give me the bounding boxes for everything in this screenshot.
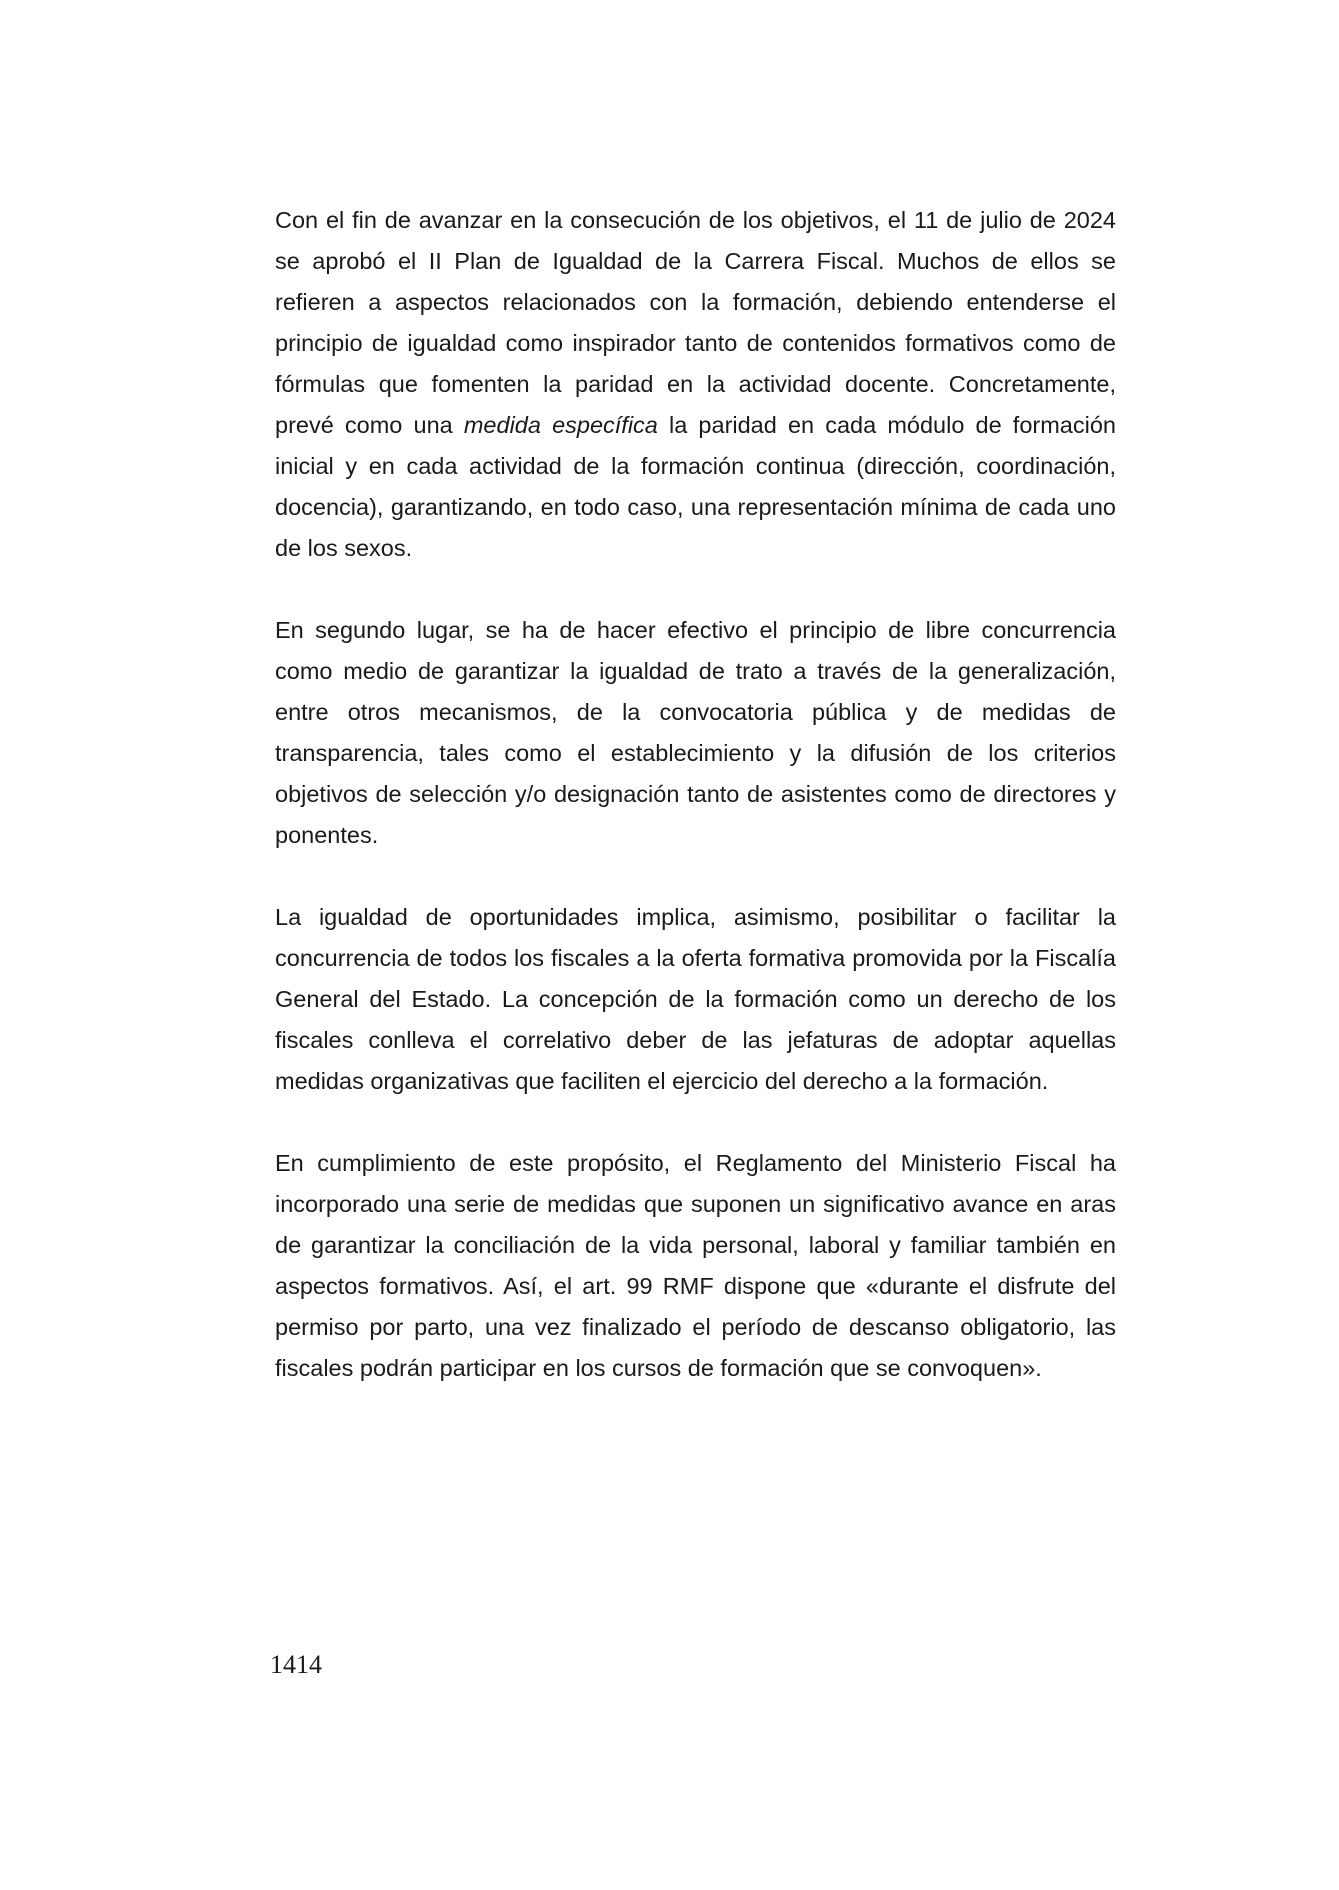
paragraph-1-text-before: Con el fin de avanzar en la consecución de los objetivos, el 11 de julio de 2024 se aprobó el II Plan de Igualdad de la Carrera Fiscal. Muchos de ellos se refieren a aspectos relacionados con la formación, debiendo entenderse el principio de igualdad como inspirador tanto de contenidos formativos como de fórmulas que fomenten la paridad en la actividad docente. Concretamente, prevé como una <box>275 207 1116 438</box>
paragraph-2: En segundo lugar, se ha de hacer efectivo el principio de libre concurrencia como medio de garantizar la igualdad de trato a través de la generalización, entre otros mecanismos, de la convocatoria pública y de medidas de transparencia, tales como el establecimiento y la difusión de los criterios objetivos de selección y/o designación tanto de asistentes como de directores y ponentes. <box>275 617 1116 848</box>
paragraph-4: En cumplimiento de este propósito, el Reglamento del Ministerio Fiscal ha incorporado una serie de medidas que suponen un significativo avance en aras de garantizar la conciliación de la vida personal, laboral y familiar también en aspectos formativos. Así, el art. 99 RMF dispone que «durante el disfrute del permiso por parto, una vez finalizado el período de descanso obligatorio, las fiscales podrán participar en los cursos de formación que se convoquen». <box>275 1150 1116 1381</box>
paragraph-1-italic-phrase: medida específica <box>463 412 658 438</box>
paragraph-1 <box>275 200 1116 569</box>
body-text <box>275 200 1116 1389</box>
paragraph-1-text-after: la paridad en cada módulo de formación inicial y en cada actividad de la formación continua (dirección, coordinación, docencia), garantizando, en todo caso, una representación mínima de cada uno de los sexos. <box>275 412 1116 561</box>
paragraph-3: La igualdad de oportunidades implica, asimismo, posibilitar o facilitar la concurrencia de todos los fiscales a la oferta formativa promovida por la Fiscalía General del Estado. La concepción de la formación como un derecho de los fiscales conlleva el correlativo deber de las jefaturas de adoptar aquellas medidas organizativas que faciliten el ejercicio del derecho a la formación. <box>275 904 1116 1094</box>
page-number: 1414 <box>270 1650 322 1679</box>
